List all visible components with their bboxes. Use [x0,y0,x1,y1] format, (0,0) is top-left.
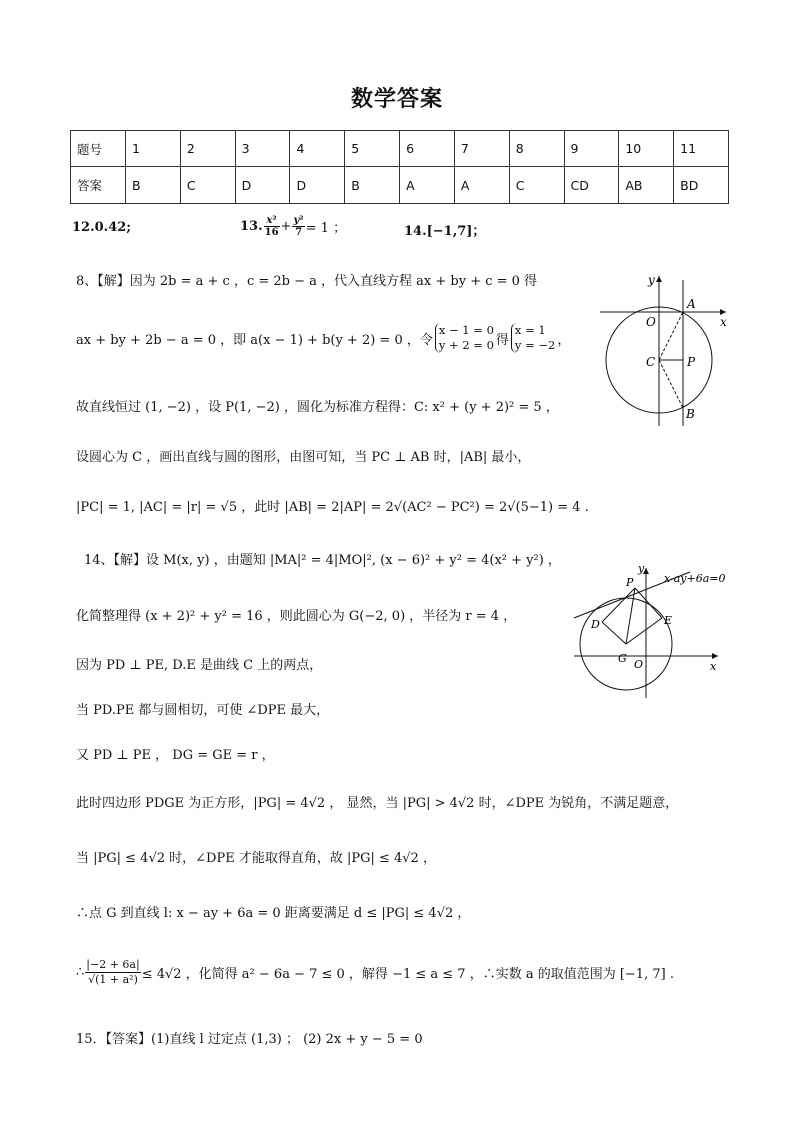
label-a: A [687,297,696,311]
label-o: O [634,658,644,671]
table-cell: D [235,167,290,204]
label-x: x [720,315,727,329]
q8-line2-text: ax + by + 2b − a = 0 ，即 a(x − 1) + b(y + 2) = 0 ，令 [76,332,433,348]
answer-12: 12.0.42; [72,220,132,235]
table-cell: 3 [235,131,290,167]
label-y: y [638,562,645,575]
table-cell: CD [564,167,619,204]
table-cell: 10 [619,131,674,167]
table-row [71,131,729,167]
table-cell: 1 [126,131,181,167]
label-o: O [646,315,656,329]
table-cell: 8 [509,131,564,167]
q8-line2-mid: 得 [495,332,509,348]
equation-system-2 [511,323,555,353]
q14-line5: 又 PD ⊥ PE ， DG = GE = r ， [76,748,275,763]
table-cell: A [454,167,509,204]
label-x: x [710,660,717,673]
table-cell: A [400,167,455,204]
answer-table [70,130,729,204]
table-cell: B [345,167,400,204]
fraction-x2-16: $\frac{\text{x²}}{16}$ [264,214,279,238]
table-cell: C [509,167,564,204]
system-row: y = −2 [514,338,556,352]
label-d: D [591,618,600,631]
system-row: x = 1 [514,323,546,337]
table-cell: 9 [564,131,619,167]
table-cell: 2 [180,131,235,167]
label-p: P [687,355,696,369]
system-row: x − 1 = 0 [438,323,494,337]
table-cell: D [290,167,345,204]
q14-line4: 当 PD.PE 都与圆相切，可使 ∠DPE 最大， [76,703,330,718]
label-y: y [648,273,655,287]
table-cell: 答案 [71,167,126,204]
fraction-numerator: |−2 + 6a| [86,957,140,971]
label-p: P [626,576,634,589]
answer-13-label: 13. [240,218,263,234]
table-cell: BD [674,167,729,204]
label-c: C [646,355,656,369]
q14-line8: ∴点 G 到直线 l: x − ay + 6a = 0 距离要满足 d ≤ |PG| ≤ 4√2 ， [76,906,471,921]
table-row [71,167,729,204]
system-row: y + 2 = 0 [438,338,494,352]
q8-line2 [76,320,570,356]
table-cell: B [126,167,181,204]
label-g: G [618,652,627,665]
q8-line3: 故直线恒过 (1, −2) ，设 P(1, −2) ，圆化为标准方程得：C: x² + (y + 2)² = 5 ， [76,400,559,415]
page-title: 数学答案 [350,86,443,112]
table-cell: 4 [290,131,345,167]
q14-line9 [76,952,674,992]
table-cell: 6 [400,131,455,167]
label-b: B [686,407,695,421]
q15-line1: 15．【答案】(1)直线 l 过定点 (1,3) ； (2) 2x + y − 5 = 0 [76,1032,423,1047]
q14-line9-text: ≤ 4√2 ，化简得 a² − 6a − 7 ≤ 0 ，解得 −1 ≤ a ≤ 7 ，∴实数 a 的取值范围为 [−1, 7] . [141,966,674,982]
q14-line3: 因为 PD ⊥ PE, D.E 是曲线 C 上的两点， [76,658,323,673]
q14-line7: 当 |PG| ≤ 4√2 时，∠DPE 才能取得直角，故 |PG| ≤ 4√2 ， [76,851,436,866]
table-cell: AB [619,167,674,204]
q8-line2-post: ， [557,332,571,348]
table-cell: 5 [345,131,400,167]
q8-line1: 8、【解】因为 2b = a + c ，c = 2b − a ，代入直线方程 ax + by + c = 0 得 [76,274,538,289]
q8-line4: 设圆心为 C ，画出直线与圆的图形，由图可知，当 PC ⊥ AB 时，|AB| 最小， [76,450,531,465]
equation-system-1 [435,323,494,353]
q8-line5: |PC| = 1, |AC| = |r| = √5 ，此时 |AB| = 2|AP| = 2√(AC² − PC²) = 2√(5−1) = 4 . [76,500,589,515]
circle-diagram-q8 [596,268,732,430]
circle-diagram-q14 [568,562,732,702]
therefore-symbol: ∴ [76,964,85,980]
distance-fraction [85,958,140,987]
fraction-y2-7: $\frac{\text{y²}}{7}$ [293,214,304,238]
table-cell: C [180,167,235,204]
label-e: E [664,614,673,627]
line-equation-label: x-ay+6a=0 [664,572,726,585]
q14-line6: 此时四边形 PDGE 为正方形，|PG| = 4√2 ， 显然，当 |PG| > 4√2 时，∠DPE 为锐角，不满足题意， [76,796,679,811]
fraction-denominator: √(1 + a²) [88,972,138,986]
table-cell: 题号 [71,131,126,167]
q14-line2: 化简整理得 (x + 2)² + y² = 16 ，则此圆心为 G(−2, 0) ，半径为 r = 4 ， [76,609,517,624]
answer-14: 14.[−1,7]； [404,224,486,239]
answer-13: 13. $\frac{\text{x²}}{16}$ + $\frac{\text{y²}}{7}$ = 1 ； [240,214,347,238]
q14-line1: 14、【解】设 M(x, y) ，由题知 |MA|² = 4|MO|², (x − 6)² + y² = 4(x² + y²) ， [84,553,561,568]
table-cell: 7 [454,131,509,167]
answer-13-tail: = 1 ； [305,220,347,236]
table-cell: 11 [674,131,729,167]
